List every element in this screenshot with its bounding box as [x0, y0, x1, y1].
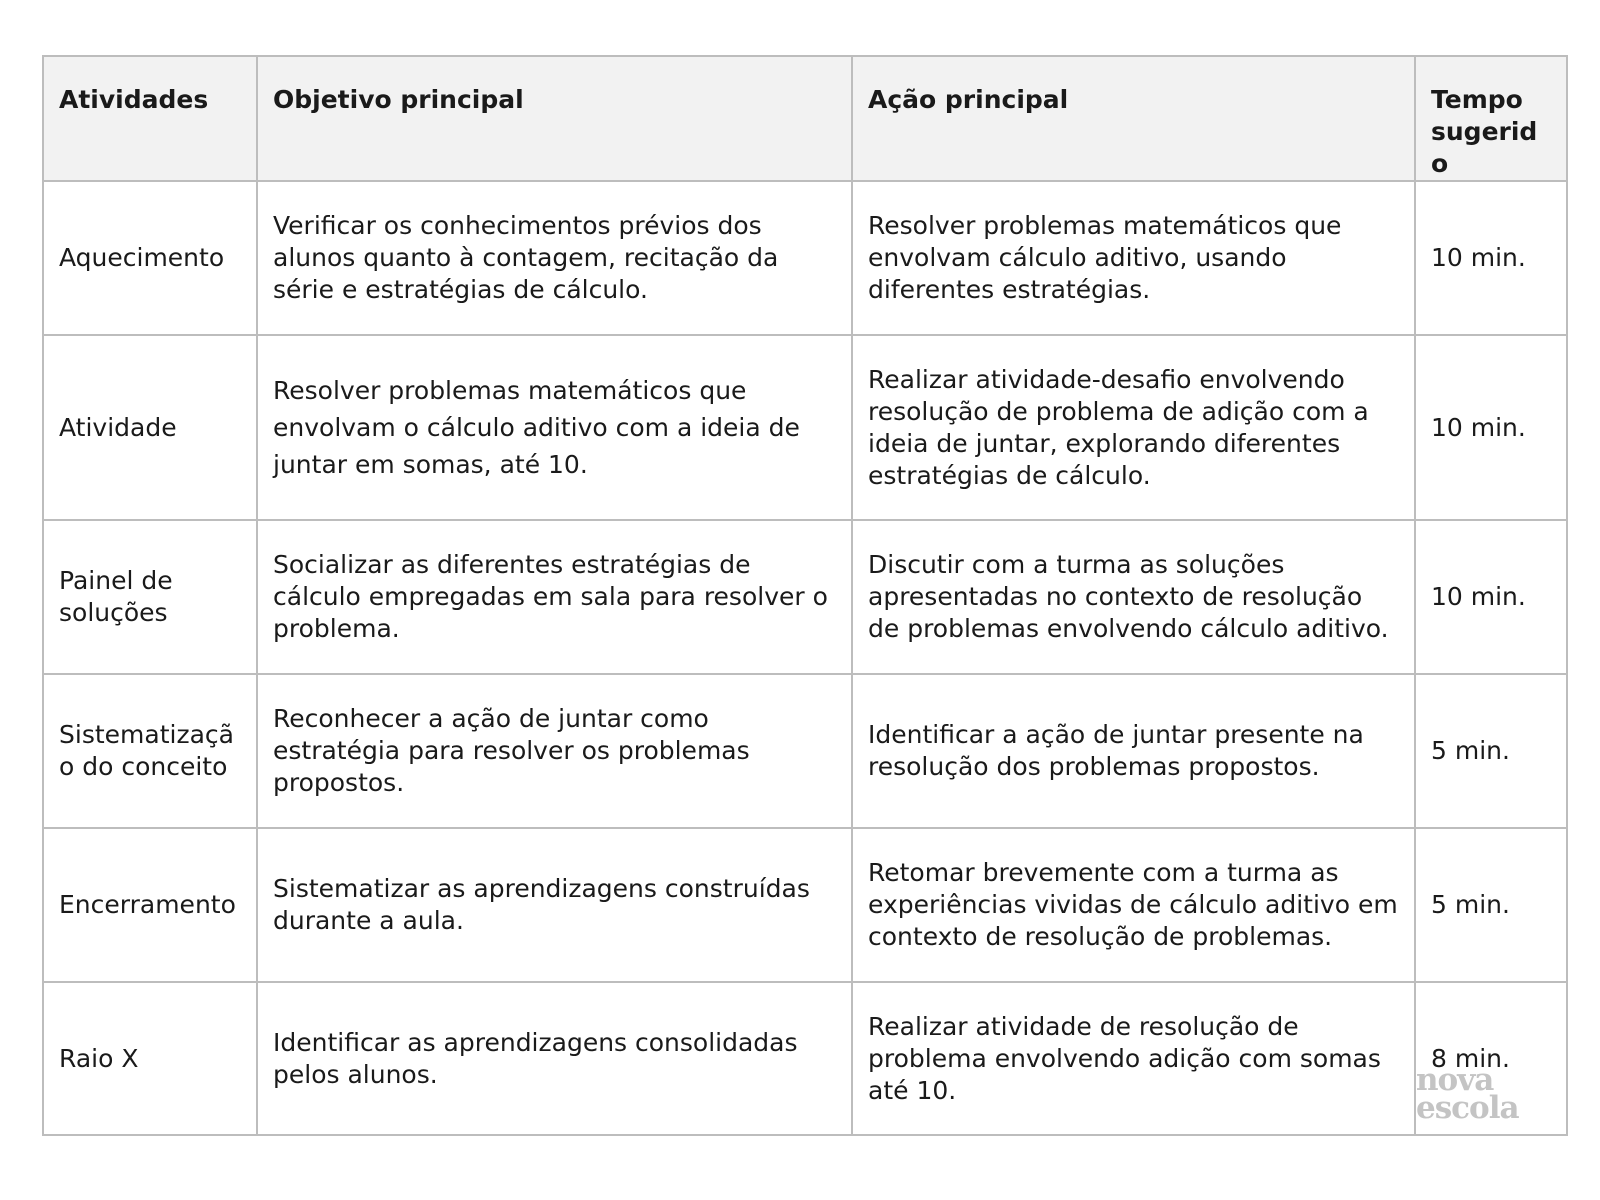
activity-cell: Painel de soluções [43, 520, 257, 674]
action-cell: Identificar a ação de juntar presente na resolução dos problemas propostos. [852, 674, 1415, 828]
objective-cell: Resolver problemas matemáticos que envolvam o cálculo aditivo com a ideia de juntar em somas, até 10. [257, 335, 852, 520]
header-objective: Objetivo principal [257, 56, 852, 181]
activity-cell: Aquecimento [43, 181, 257, 335]
table-row [43, 982, 1567, 1135]
header-time: Tempo sugerido [1415, 56, 1567, 181]
nova-escola-logo [1416, 1062, 1519, 1126]
objective-cell: Reconhecer a ação de juntar como estratégia para resolver os problemas propostos. [257, 674, 852, 828]
activity-cell: Encerramento [43, 828, 257, 982]
header-activities: Atividades [43, 56, 257, 181]
time-cell: 8 min. [1415, 982, 1567, 1135]
time-cell: 10 min. [1415, 520, 1567, 674]
header-action: Ação principal [852, 56, 1415, 181]
time-cell: 5 min. [1415, 674, 1567, 828]
table-row [43, 674, 1567, 828]
activity-cell: Raio X [43, 982, 257, 1135]
action-cell: Retomar brevemente com a turma as experiências vividas de cálculo aditivo em contexto de resolução de problemas. [852, 828, 1415, 982]
objective-cell: Verificar os conhecimentos prévios dos alunos quanto à contagem, recitação da série e estratégias de cálculo. [257, 181, 852, 335]
time-cell: 10 min. [1415, 181, 1567, 335]
objective-cell: Sistematizar as aprendizagens construídas durante a aula. [257, 828, 852, 982]
table-header-row [43, 56, 1567, 181]
objective-cell: Socializar as diferentes estratégias de cálculo empregadas em sala para resolver o problema. [257, 520, 852, 674]
action-cell: Resolver problemas matemáticos que envolvam cálculo aditivo, usando diferentes estratégias. [852, 181, 1415, 335]
action-cell: Discutir com a turma as soluções apresentadas no contexto de resolução de problemas envolvendo cálculo aditivo. [852, 520, 1415, 674]
table-row [43, 181, 1567, 335]
activity-cell: Atividade [43, 335, 257, 520]
table-row [43, 335, 1567, 520]
lesson-plan-table [42, 55, 1568, 1136]
logo-line-2: escola [1416, 1090, 1519, 1126]
activity-cell: Sistematização do conceito [43, 674, 257, 828]
time-cell: 10 min. [1415, 335, 1567, 520]
lesson-plan-table-container [42, 55, 1566, 1136]
table-row [43, 520, 1567, 674]
objective-cell: Identificar as aprendizagens consolidadas pelos alunos. [257, 982, 852, 1135]
action-cell: Realizar atividade-desafio envolvendo resolução de problema de adição com a ideia de juntar, explorando diferentes estratégias de cálculo. [852, 335, 1415, 520]
time-cell: 5 min. [1415, 828, 1567, 982]
table-row [43, 828, 1567, 982]
action-cell: Realizar atividade de resolução de problema envolvendo adição com somas até 10. [852, 982, 1415, 1135]
logo-line-1: nova [1416, 1062, 1494, 1098]
